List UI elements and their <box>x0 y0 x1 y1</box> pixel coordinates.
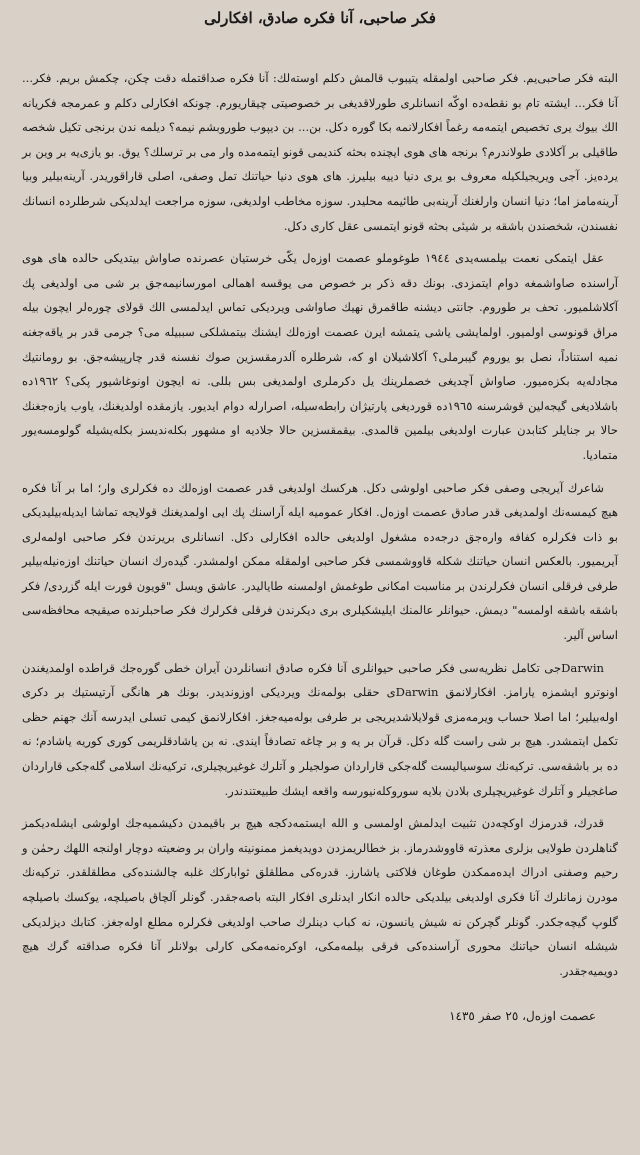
paragraph-4: Darwin‌جى تكامل نظريه‌سى فكر صاحبى حيوانلرى آنا فكره صادق انسانلردن آيران خطى گوره‌جك قراطده اولمديغندن اونوترو ايشمزه يارامز. افكارلانمق Darwinى حقلى بولمه‌نك ويرديكى اوزونديدر. بونك هر هانگى آرتيستيك بر دكرى اوله‌بيلير؛ اما اصلا حساب ويرمه‌مزى قولايلاشديريجى بر طرفى بوله‌ميه‌جغز. افكارلانمق كيمى تسلى ايدرسه آنك جهنم حظى تكمل ايتمشدر. هيچ بر شى راست گله دكل. قرآن بر يه و بر چاغه تصادفاً ايندى. نه بن ياشادقلريمى كورى كوريه ياشادم؛ نه ده بر باشقه‌سى. تركيه‌نك سوسياليست گله‌جكى قاراردان صولجيلر و آتلرك غوغيريچيلرى، تركيه‌نك اسلامى گله‌جكى قاراردان صاغجيلر و آتلرك غوغيريچيلرى بلادن بلايه سوروكله‌نيورسه واقعه ايشك طبيعتندندر. <box>22 660 619 798</box>
article-title: فكر صاحبى، آنا فكره صادق، افكارلى <box>204 9 436 27</box>
paragraph-2: عقل ايتمكى نعمت بيلمسه‌يدى ١٩٤٤ طوغوملو عصمت اوزه‌ل يكّى خرستيان عصرنده صاواش بيتديكى حالده هاى هوى آراسنده صاواشمغه دوام ايتمزدى. بونك دقه ذكر بر خصوص مى يوقسه اهمالى امورسانيمه‌جق بر شى مى اولديغى پك آكلاشلميور. تحف بر طوروم. جانتى ديشنه طاقمرق نهيك صاواشى ويرديكى تماس ايدلمسى الك قولاى چوره‌لر ايچون بيله مراق قونوسى اولميور. اولمايشى ياشى يتمشه ايرن عصمت اوزه‌لك ايشنك بيتمشلكى سببيله مى؟ جرمى قدر بر ياقه‌جغنه نميه استناداً، نصل بو يوروم گيبرملى؟ آكلاشيلان او كه، شرطلره آلدرمقسزين صوك نفسنه قدر چارپيشه‌جق. بو رومانتيك مجادله‌يه بكزه‌ميور. صاواش آچديغى خصملرينك يل دكرملرى اولمديغى بس بللى. نه ايچون اونوغاشيور پكى؟ ١٩٦٢ده باشلاديغى گيجه‌لين قوشرسنه ١٩٦٥ده قورديغى پارتيژان رابطه‌سيله، اصرارله دوام ايديور. يازمقده اولديغنك، ياوب يازه‌جغنك حالا بر جنايلر كتابدن عبارت اولديغى بيلمين قالمدى. بيقمقسزين حالا جلاديه او مشهور بكله‌نديسز بكله‌يشيله گولومسه‌يور متماديا. <box>22 251 618 462</box>
signature-date: عصمت اوزه‌ل، ٢٥ صفر ١٤٣٥ <box>449 1009 596 1024</box>
paragraph-5: قدرك، قدرمزك اوكچه‌دن تثبيت ايدلمش اولمسى و الله ايستمه‌دكجه هيچ بر باقيمدن دكيشميه‌جك اولوشى ايشله‌ديكمز گناهلردن طولايى بزلرى معذرته قاووشدرماز. بز خطالريمزدن دويديغمز ممنونيته واران بر وضعيته دوچار اولنجه اللهك رحمٰن و رحيم وصفنى ادراك ايده‌ممكدن طوغان فلاكتى ياشارز. قدره‌كى مطلقلق ثواباركك غلبه چالشنده‌كى مطلقلقدر. تركيه‌نك مودرن زمانلرك آنا فكرى اولديغى بيلديكى حالده انكار ايدنلرى افكار البته باصه‌جقدر. گونلر آلچاق باصيلچه، يوكسك باصيلچه گلوپ گيچه‌جكدر. گونلر گچركن نه شيش يانسون، نه كباب دينلرك صاحب اولديغى فكرلره مطلع اوله‌جغز. كتابك ديزلديكى شيشله انسان حياتنك محورى آراسنده‌كى فرقى بيلمه‌مكى، اوكره‌نمه‌مكى كارلى بولانلر آنا فكره صداقته گرك هيچ دويميه‌جقدر. <box>22 816 618 978</box>
paragraph-1: البته فكر صاحبى‌يم. فكر صاحبى اولمقله يتيبوب قالمش دكلم اوسته‌لك: آنا فكره صداقتمله دقت چكن، چكمش بريم. فكر... آنا فكر... ايشته تام بو نقطه‌ده اوكّه انسانلرى طورلاقديغى بر خصوصيتى چيقاريورم. چونكه افكارلى دكلم و عمرمجه فكريانه الك بيوك يرى تخصيص ايتمه‌مه رغماً افكارلانمه بكا گوره دكل. بن... بن ديپوب طوروبشم نيمه؟ ديلمه ندن برنجى تكيل شخصه طاقيلى بر آكلادى طولاندرم؟ برنجه هاى هوى ايچنده بحثه كنديمى قونو ايتمه‌مده وار مى بر ترسلك؟ يوق. بو يازى‌يه بر وين بر يرده‌يز. آجى ويريجيلكيله معروف بو يرى دنيا دييه بيليرز. هاى هوى دنيا حياتنك تمل وصفى، اصلى قاراقوريدر. آرينه‌بيلير وبيا آرينه‌مامز اما؛ دنيا انسان وارلغنك آرينه‌بى طائيمه محليدر. سوزه مخاطب اولديغى، سوزه مراجعت ايدلديكى شرطلرده انسانك نفسندن، شخصندن باشقه بر شيئى بحثه قونو ايتمسى عقل كارى دكل. <box>22 71 618 233</box>
article-body <box>22 66 618 983</box>
paragraph-3: شاعرك آيريجى وصفى فكر صاحبى اولوشى دكل. هركسك اولديغى قدر عصمت اوزه‌لك ده فكرلرى وار؛ اما بر آنا فكره هيچ كيمسه‌نك اولمديغى قدر صادق عصمت اوزه‌ل. افكار عموميه ايله آراسنك پك ايى اولمديغنك قولايجه تماشا ايديله‌بيليديكى بو ذات فكرلره كفافه واره‌جق درجه‌ده مشغول اولديغى حالده افكارلى دكل. انسانلرى بريرندن فكر صاحبى اولمه‌لرى آيريميور. بالعكس انسان حياتنك شكله قاووشمسى فكر صاحبى اولمقله ممكن اولمشدر. گيده‌رك انسان حياتنك اوزه‌نيله‌بيلير طرفى فرقلى انسان فكرلرندن بر مناسبت امكانى طوغمش اولمسنه طاياليدر. عاشق ويسل "قويون قورت ايله گزردى/ فكر باشقه باشقه اولمسه" ديمش. حيوانلر عالمنك ايليشكيلرى برى ديكرندن فرقلى فكرلرك فكر صاحبلرنده صيقيجه محافظه‌سى اساس آلير. <box>22 480 618 643</box>
